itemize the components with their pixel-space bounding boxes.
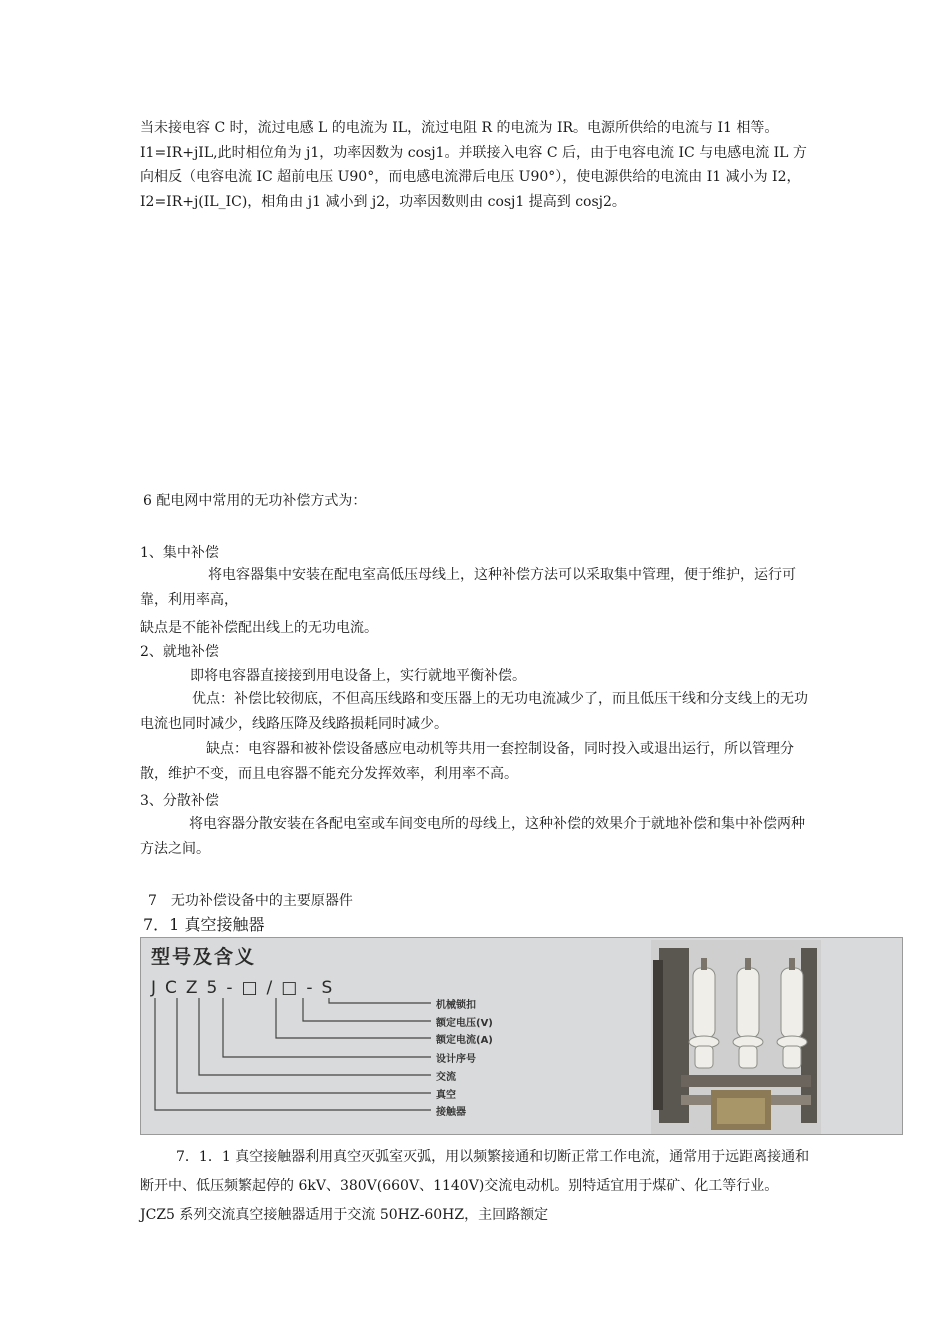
paragraph-7-1-1: 7．1．1 真空接触器利用真空灭弧室灭弧，用以频繁接通和切断正常工作电流，通常用于远距离接通和断开中、低压频繁起停的 6kV、380V(660V、1140V)交流电动机。别特适宜用于煤矿、化工等行业。 JCZ5 系列交流真空接触器适用于交流 50HZ-60HZ，主回路额定 bbox=[140, 1149, 810, 1223]
contactor-model-figure bbox=[140, 937, 903, 1135]
subsection-2-pros: 优点：补偿比较彻底，不但高压线路和变压器上的无功电流减少了，而且低压干线和分支线上的无功电流也同时减少，线路压降及线路损耗同时减少。 bbox=[140, 691, 808, 732]
section-7-heading: 7 无功补偿设备中的主要原器件 bbox=[148, 893, 353, 909]
label-vacuum: 真空 bbox=[436, 1090, 456, 1101]
model-code: JCZ5-□/□-S bbox=[151, 978, 342, 998]
subsection-2-title: 2、就地补偿 bbox=[140, 644, 219, 660]
vacuum-contactor-photo bbox=[651, 940, 821, 1134]
figure-title: 型号及含义 bbox=[151, 946, 257, 968]
section-6-heading: 6 配电网中常用的无功补偿方式为： bbox=[143, 493, 367, 509]
model-legend-lines bbox=[141, 938, 651, 1135]
subsection-1-title: 1、集中补偿 bbox=[140, 545, 219, 561]
subsection-3-body: 将电容器分散安装在各配电室或车间变电所的母线上，这种补偿的效果介于就地补偿和集中补偿两种方法之间。 bbox=[140, 816, 805, 857]
subsection-1-body: 将电容器集中安装在配电室高低压母线上，这种补偿方法可以采取集中管理，便于维护，运行可靠，利用率高， bbox=[140, 567, 796, 608]
subsection-2-body: 即将电容器直接接到用电设备上，实行就地平衡补偿。 bbox=[190, 668, 526, 684]
subsection-2-cons: 缺点：电容器和被补偿设备感应电动机等共用一套控制设备，同时投入或退出运行，所以管理分散，维护不变，而且电容器不能充分发挥效率，利用率不高。 bbox=[140, 741, 794, 782]
label-design-number: 设计序号 bbox=[436, 1054, 476, 1065]
subsection-1-drawback: 缺点是不能补偿配出线上的无功电流。 bbox=[140, 620, 378, 636]
label-rated-current: 额定电流(A) bbox=[436, 1035, 493, 1046]
label-rated-voltage: 额定电压(V) bbox=[436, 1018, 493, 1029]
subsection-3-title: 3、分散补偿 bbox=[140, 793, 219, 809]
label-ac: 交流 bbox=[436, 1072, 456, 1083]
paragraph-phase-explanation: 当未接电容 C 时，流过电感 L 的电流为 IL，流过电阻 R 的电流为 IR。电源所供给的电流与 I1 相等。I1=IR+jIL,此时相位角为 j1，功率因数为 cosj1。并联接入电容 C 后，由于电容电流 IC 与电感电流 IL 方向相反（电容电流 IC 超前电压 U90°，而电感电流滞后电压 U90°），使电源供给的电流由 I1 减小为 I2，I2=IR+j(IL_IC)，相角由 j1 减小到 j2，功率因数则由 cosj1 提高到 cosj2。 bbox=[140, 120, 807, 210]
section-7-1-heading: 7．1 真空接触器 bbox=[143, 915, 265, 934]
label-mechanical-lock: 机械锁扣 bbox=[436, 1000, 476, 1011]
label-contactor: 接触器 bbox=[436, 1107, 466, 1118]
